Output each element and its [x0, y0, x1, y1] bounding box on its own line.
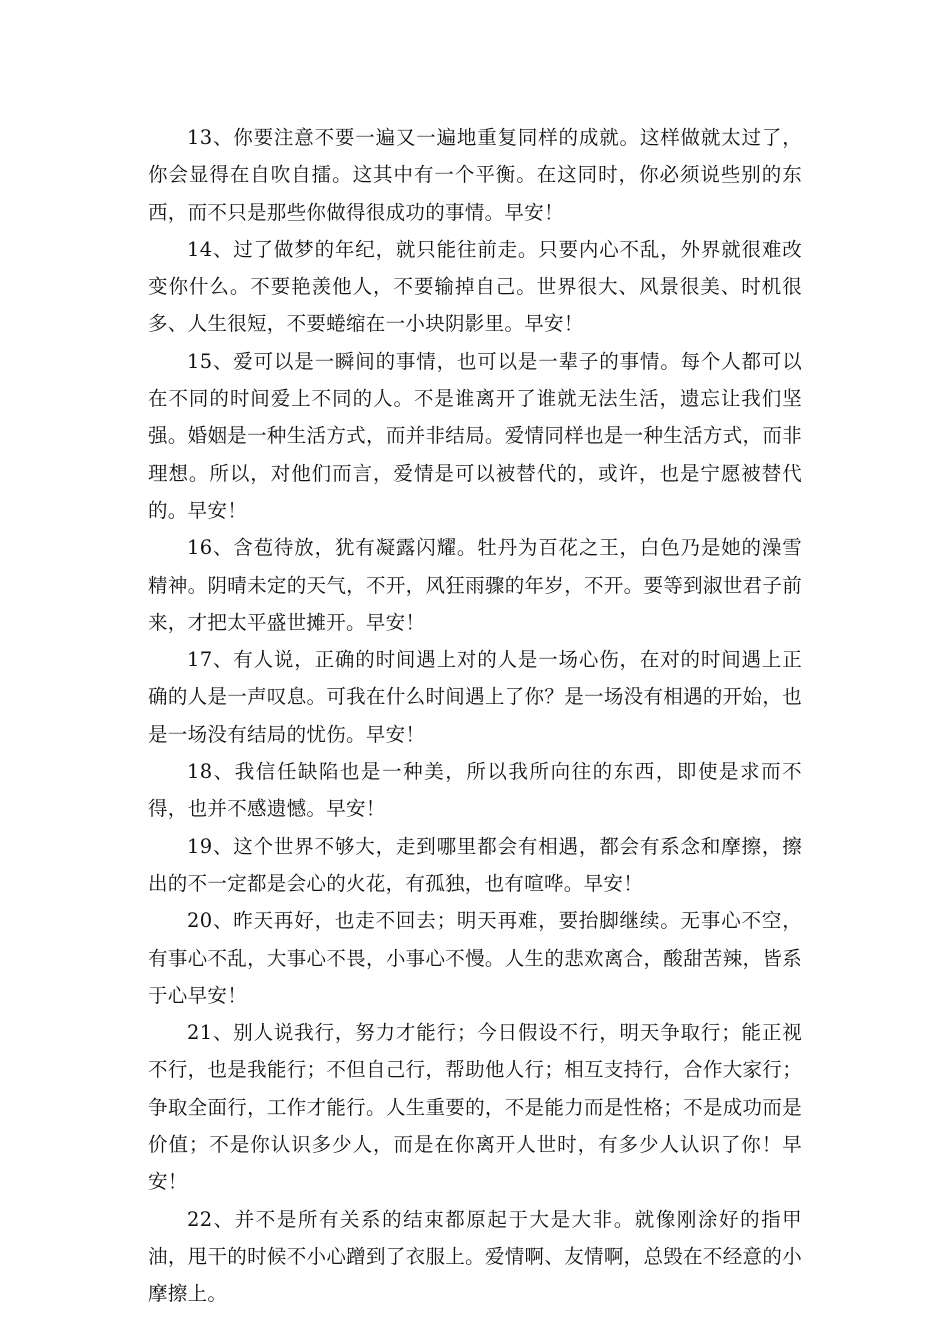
paragraph-16: 16、含苞待放，犹有凝露闪耀。牡丹为百花之王，白色乃是她的澡雪精神。阴晴未定的天气，不开，风狂雨骤的年岁，不开。要等到淑世君子前来，才把太平盛世摊开。早安！ [148, 536, 802, 634]
paragraph-19: 19、这个世界不够大，走到哪里都会有相遇，都会有系念和摩擦，擦出的不一定都是会心的火花，有孤独，也有喧哗。早安！ [148, 834, 802, 895]
paragraph-21: 21、别人说我行，努力才能行；今日假设不行，明天争取行；能正视不行，也是我能行；不但自己行，帮助他人行；相互支持行，合作大家行；争取全面行，工作才能行。人生重要的，不是能力而是性格；不是成功而是价值；不是你认识多少人，而是在你离开人世时，有多少人认识了你！早安！ [148, 1021, 802, 1194]
paragraph-15: 15、爱可以是一瞬间的事情，也可以是一辈子的事情。每个人都可以在不同的时间爱上不同的人。不是谁离开了谁就无法生活，遗忘让我们坚强。婚姻是一种生活方式，而并非结局。爱情同样也是一种生活方式，而非理想。所以，对他们而言，爱情是可以被替代的，或许，也是宁愿被替代的。早安！ [148, 349, 802, 522]
paragraph-17: 17、有人说，正确的时间遇上对的人是一场心伤，在对的时间遇上正确的人是一声叹息。可我在什么时间遇上了你？是一场没有相遇的开始，也是一场没有结局的忧伤。早安！ [148, 648, 802, 746]
paragraph-22: 22、并不是所有关系的结束都原起于大是大非。就像刚涂好的指甲油，甩干的时候不小心蹭到了衣服上。爱情啊、友情啊，总毁在不经意的小摩擦上。 [148, 1207, 802, 1306]
paragraph-18: 18、我信任缺陷也是一种美，所以我所向往的东西，即使是求而不得，也并不感遗憾。早安！ [148, 760, 802, 821]
paragraph-13: 13、你要注意不要一遍又一遍地重复同样的成就。这样做就太过了，你会显得在自吹自擂。这其中有一个平衡。在这同时，你必须说些别的东西，而不只是那些你做得很成功的事情。早安！ [148, 126, 802, 224]
document-body [148, 119, 802, 1313]
paragraph-20: 20、昨天再好，也走不回去；明天再难，要抬脚继续。无事心不空，有事心不乱，大事心不畏，小事心不慢。人生的悲欢离合，酸甜苦辣，皆系于心早安！ [148, 909, 802, 1007]
paragraph-14: 14、过了做梦的年纪，就只能往前走。只要内心不乱，外界就很难改变你什么。不要艳羡他人，不要输掉自己。世界很大、风景很美、时机很多、人生很短，不要蜷缩在一小块阴影里。早安！ [148, 237, 802, 336]
